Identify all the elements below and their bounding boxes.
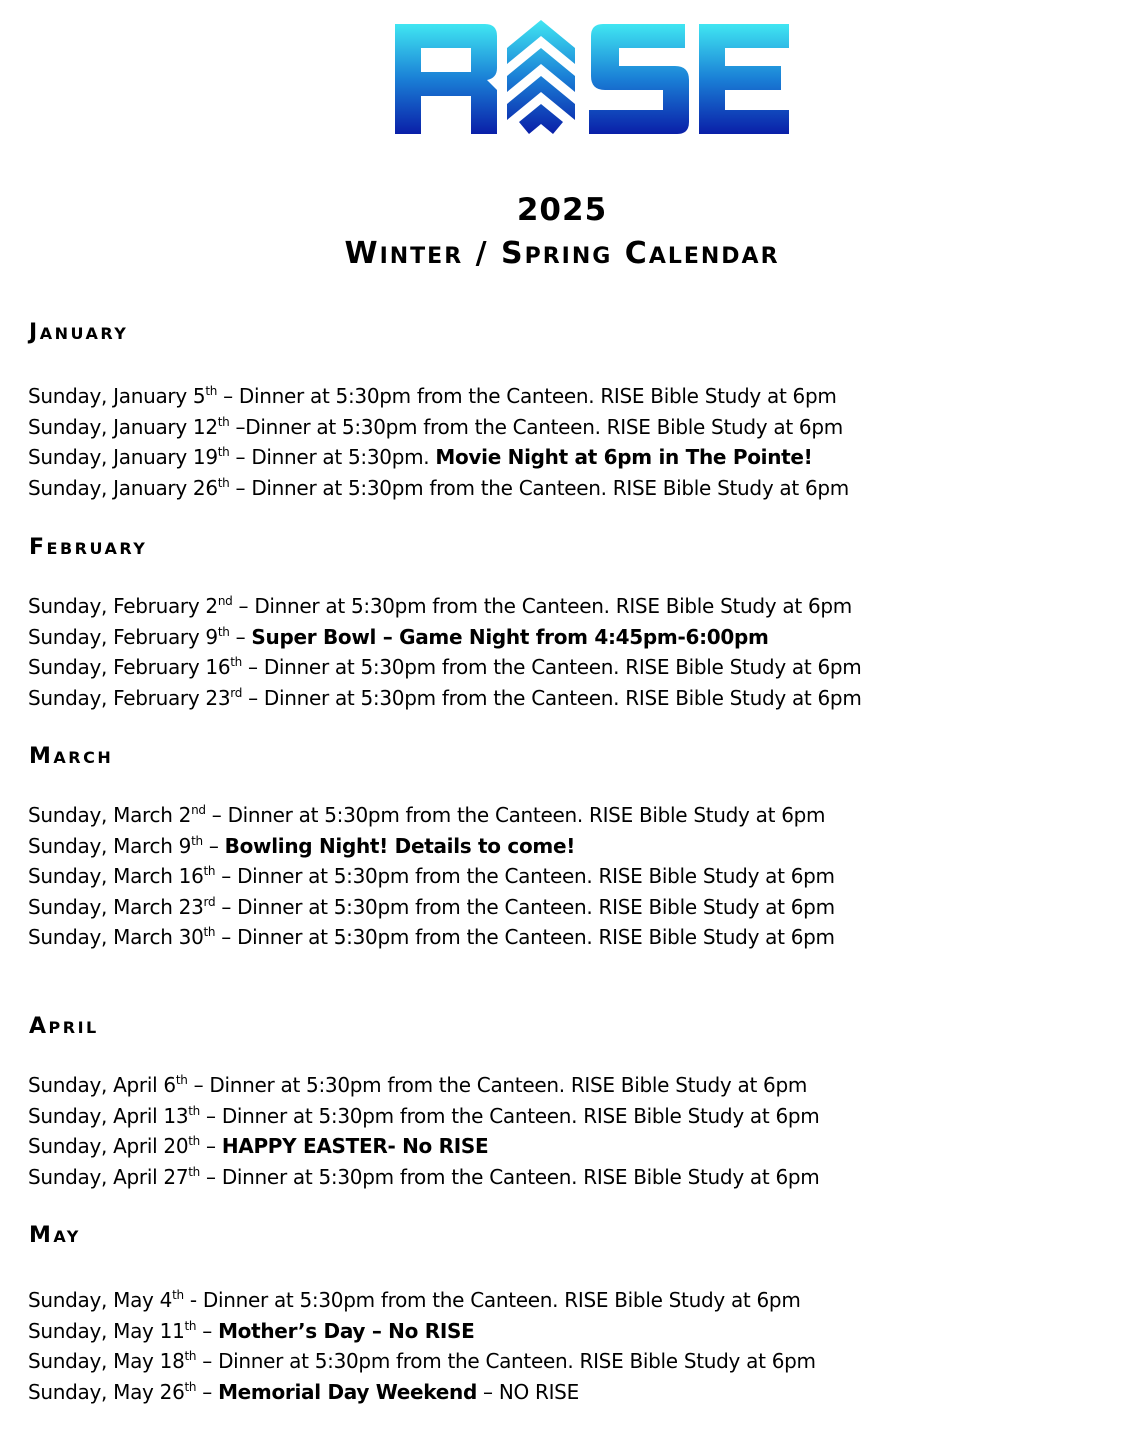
month-heading [29,1223,81,1248]
event-date: Sunday, February 23 [28,685,231,710]
event-item [28,442,849,473]
event-list [28,1285,816,1407]
date-suffix: th [203,864,216,878]
date-suffix: th [172,1288,184,1302]
event-date: Sunday, March 30 [28,925,204,949]
title-part-small: ALENDAR [648,244,780,269]
month-heading [29,535,147,560]
event-separator: – [200,1134,222,1158]
date-suffix: th [217,624,230,639]
event-date: Sunday, March 2 [28,803,192,827]
event-text: Dinner at 5:30pm from the Canteen. RISE Bible Study at 6pm [227,803,826,827]
event-date: Sunday, January 5 [28,384,206,408]
event-separator: – [215,864,238,888]
month-initial: J [29,320,40,345]
event-separator: – [229,445,252,469]
event-separator: – [196,1349,219,1373]
event-separator: – [187,1073,210,1097]
event-separator: – [196,1318,219,1343]
event-item [28,892,835,923]
event-separator: – [205,803,228,827]
logo-letter-r [395,24,497,134]
event-list [28,800,835,953]
event-separator: - [183,1288,203,1312]
date-suffix: th [184,1379,197,1394]
date-suffix: th [203,925,216,939]
event-highlight: Bowling Night! Details to come! [224,833,576,858]
event-text: Dinner at 5:30pm from the Canteen. RISE Bible Study at 6pm [237,864,835,888]
event-date: Sunday, May 18 [28,1349,185,1373]
event-text: Dinner at 5:30pm from the Canteen. RISE Bible Study at 6pm [209,1073,808,1097]
event-text: Dinner at 5:30pm from the Canteen. RISE Bible Study at 6pm [221,1164,820,1189]
event-text: Dinner at 5:30pm from the Canteen. RISE Bible Study at 6pm [238,384,837,408]
event-item [28,381,849,412]
month-heading [29,744,113,769]
event-highlight: Mother’s Day – No RISE [218,1318,475,1343]
event-date: Sunday, May 4 [28,1288,173,1312]
event-item [28,473,849,504]
month-heading [29,1014,99,1039]
event-highlight: HAPPY EASTER- No RISE [221,1134,489,1158]
event-highlight: Super Bowl – Game Night from 4:45pm-6:00pm [251,624,769,649]
event-item [28,1162,819,1193]
date-suffix: rd [203,894,216,909]
event-text: Dinner at 5:30pm from the Canteen. RISE Bible Study at 6pm [237,894,835,919]
event-item [28,831,835,862]
month-rest: PRIL [48,1018,99,1037]
event-separator: – [242,685,264,710]
event-date: Sunday, May 26 [28,1379,185,1404]
title-part-big: / [463,236,501,271]
event-text: Dinner at 5:30pm from the Canteen. RISE Bible Study at 6pm [245,414,843,439]
event-text: Dinner at 5:30pm from the Canteen. RISE Bible Study at 6pm [202,1288,801,1312]
event-separator: – [215,894,238,919]
event-item [28,1316,816,1347]
month-rest: ANUARY [39,324,129,343]
event-item [28,800,835,831]
date-suffix: rd [230,685,243,700]
event-list [28,381,849,503]
event-date: Sunday, February 9 [28,624,218,649]
event-text: Dinner at 5:30pm from the Canteen. RISE Bible Study at 6pm [263,685,862,710]
event-separator: – [232,594,255,618]
event-after: – NO RISE [477,1379,579,1404]
date-suffix: nd [217,594,233,608]
date-suffix: th [217,475,230,490]
event-date: Sunday, May 11 [28,1318,185,1343]
event-separator: – [242,655,264,679]
logo-letter-s [589,24,689,134]
title-part-big: C [612,236,649,271]
month-initial: F [29,535,47,560]
event-separator: – [217,384,239,408]
date-suffix: th [175,1073,188,1087]
event-separator: – [229,475,252,500]
event-date: Sunday, January 12 [28,414,218,439]
date-suffix: th [191,833,203,848]
event-text: Dinner at 5:30pm from the Canteen. RISE Bible Study at 6pm [237,925,835,949]
event-item [28,1285,816,1316]
event-separator: – [200,1164,222,1189]
title-part-big: S [501,236,525,271]
event-list [28,1070,819,1192]
event-date: Sunday, January 19 [28,445,218,469]
event-date: Sunday, April 20 [28,1134,189,1158]
event-separator: – [202,833,225,858]
event-text: Dinner at 5:30pm from the Canteen. RISE Bible Study at 6pm [218,1349,816,1373]
date-suffix: th [205,384,218,398]
event-item [28,861,835,892]
month-heading [29,320,128,345]
rise-logo [393,18,791,136]
date-suffix: th [188,1103,200,1118]
event-item [28,652,862,683]
date-suffix: nd [191,803,206,817]
event-text: Dinner at 5:30pm from the Canteen. RISE Bible Study at 6pm [221,1103,820,1128]
event-date: Sunday, February 16 [28,655,231,679]
logo-chevrons-i [507,20,575,134]
calendar-year: 2025 [516,192,608,228]
month-rest: EBRUARY [46,539,148,558]
event-item [28,622,862,653]
title-part-small: INTER [379,244,464,269]
date-suffix: th [184,1349,197,1363]
event-item [28,1070,819,1101]
date-suffix: th [188,1164,200,1179]
event-separator: – [196,1379,219,1404]
event-item [28,1131,819,1162]
event-item [28,683,862,714]
event-item [28,1346,816,1377]
event-separator: – [229,414,246,439]
event-item [28,922,835,953]
event-item [28,591,862,622]
event-separator: – [215,925,238,949]
month-initial: M [29,744,54,769]
date-suffix: th [230,655,242,669]
event-text: Dinner at 5:30pm from the Canteen. RISE Bible Study at 6pm [263,655,862,679]
month-initial: M [29,1223,54,1248]
event-item [28,412,849,443]
date-suffix: th [184,1318,197,1333]
event-date: Sunday, January 26 [28,475,218,500]
title-part-big: W [344,236,380,271]
title-part-small: PRING [524,244,613,269]
month-rest: AY [53,1227,81,1246]
event-text: Dinner at 5:30pm. [251,445,436,469]
event-date: Sunday, April 6 [28,1073,176,1097]
event-highlight: Movie Night at 6pm in The Pointe! [435,445,813,469]
event-item [28,1377,816,1408]
month-rest: ARCH [53,748,114,767]
event-date: Sunday, March 16 [28,864,204,888]
event-date: Sunday, April 13 [28,1103,189,1128]
event-separator: – [229,624,252,649]
month-initial: A [29,1014,49,1039]
event-text: Dinner at 5:30pm from the Canteen. RISE Bible Study at 6pm [254,594,852,618]
logo-letter-e [699,24,789,134]
calendar-title [0,236,1124,271]
event-date: Sunday, March 9 [28,833,192,858]
event-date: Sunday, April 27 [28,1164,189,1189]
event-date: Sunday, March 23 [28,894,204,919]
date-suffix: th [217,445,230,459]
event-date: Sunday, February 2 [28,594,218,618]
date-suffix: th [188,1134,200,1148]
event-list [28,591,862,713]
event-separator: – [200,1103,222,1128]
event-text: Dinner at 5:30pm from the Canteen. RISE Bible Study at 6pm [251,475,849,500]
event-highlight: Memorial Day Weekend [218,1379,477,1404]
event-item [28,1101,819,1132]
date-suffix: th [217,414,230,429]
